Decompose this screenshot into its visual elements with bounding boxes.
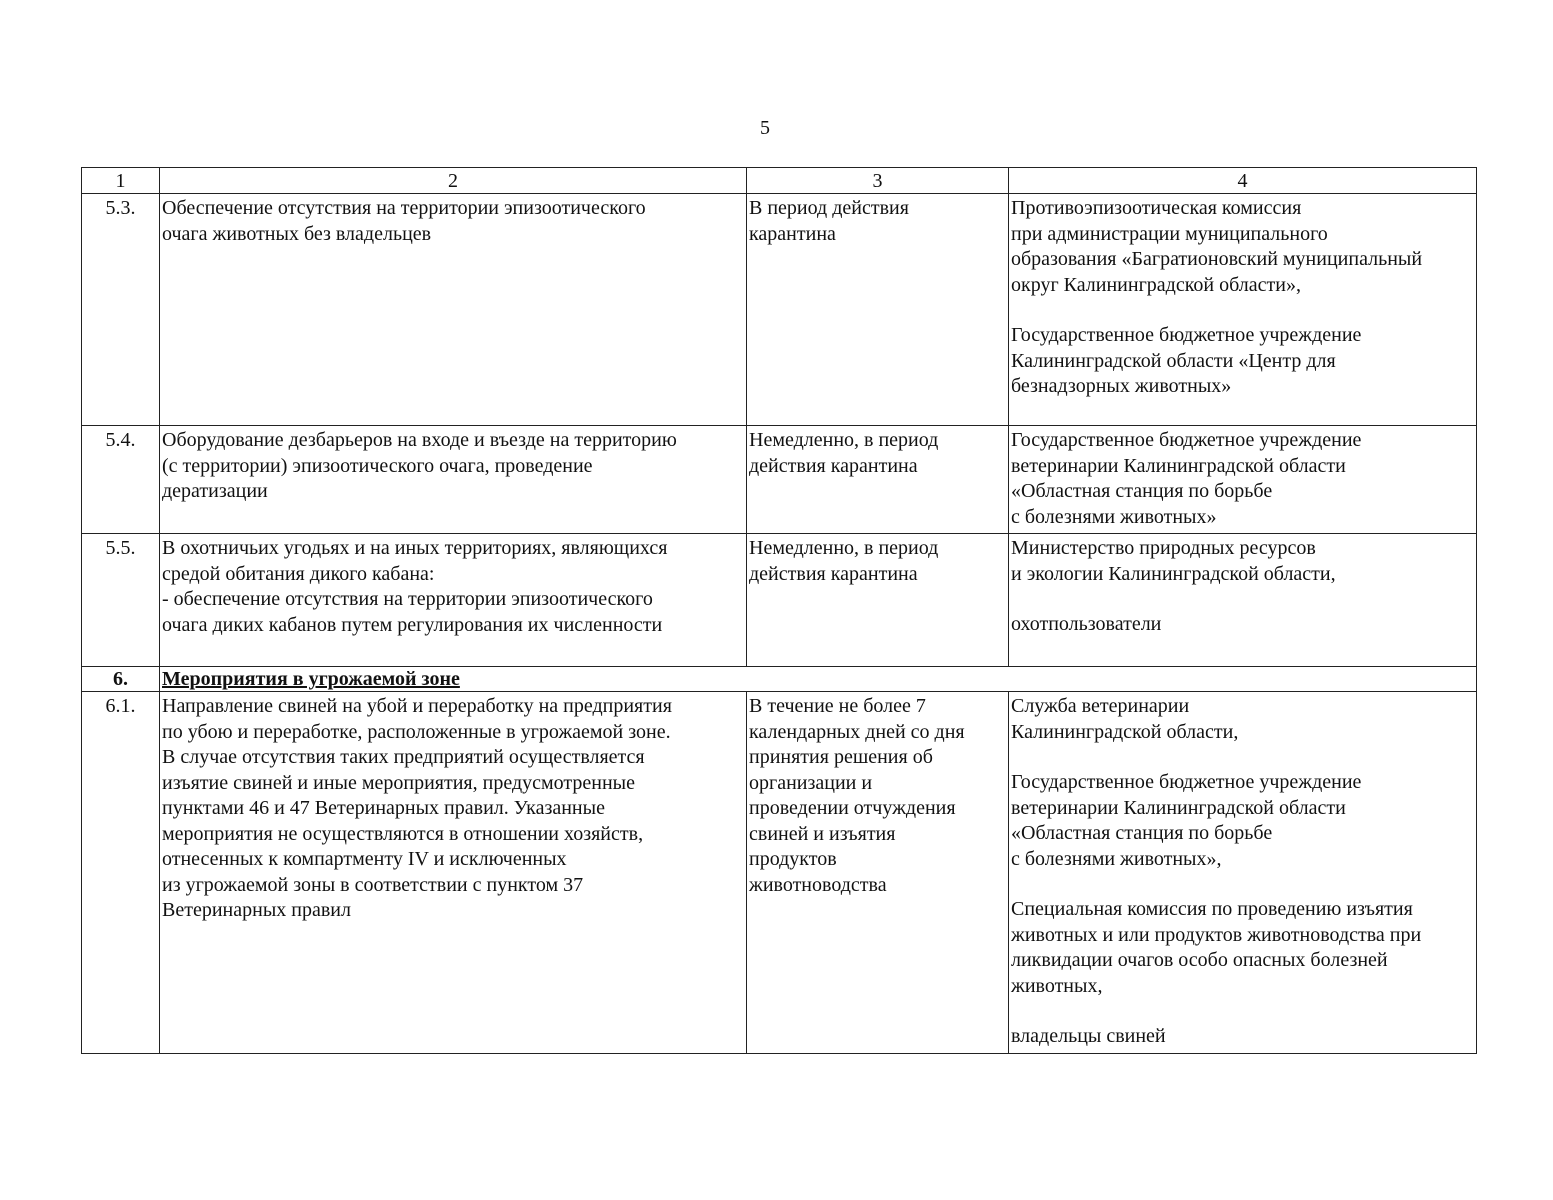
column-header: 1 xyxy=(82,168,160,194)
measure-text: Обеспечение отсутствия на территории эпизоотического очага животных без владельцев xyxy=(162,197,646,245)
table-row xyxy=(82,692,1477,1054)
section-title: Мероприятия в угрожаемой зоне xyxy=(162,668,460,690)
responsible-text: Государственное бюджетное учреждение ветеринарии Калининградской области «Областная станция по борьбе с болезнями животных», xyxy=(1011,771,1362,870)
measure-cell xyxy=(160,534,747,667)
term-cell xyxy=(747,534,1009,667)
row-number: 5.4. xyxy=(82,426,160,534)
measure-text: В охотничьих угодьях и на иных территориях, являющихся средой обитания дикого кабана: - обеспечение отсутствия на территории эпизоотического очага диких кабанов путем регулирования их численности xyxy=(162,537,668,636)
term-text: В течение не более 7 календарных дней со дня принятия решения об организации и проведении отчуждения свиней и изъятия продуктов животноводства xyxy=(749,695,965,896)
measure-cell xyxy=(160,194,747,426)
section-row xyxy=(82,667,1477,692)
measure-cell xyxy=(160,692,747,1054)
responsible-text: Специальная комиссия по проведению изъятия животных и или продуктов животноводства при ликвидации очагов особо опасных болезней животных, xyxy=(1011,898,1422,997)
column-header: 4 xyxy=(1009,168,1477,194)
measure-text: Оборудование дезбарьеров на входе и въезде на территорию (с территории) эпизоотического очага, проведение дератизации xyxy=(162,429,677,502)
responsible-text: Противоэпизоотическая комиссия при администрации муниципального образования «Багратионовский муниципальный округ Калининградской области», xyxy=(1011,197,1423,296)
responsible-text: охотпользователи xyxy=(1011,613,1162,635)
term-text: В период действия карантина xyxy=(749,197,909,245)
column-header: 3 xyxy=(747,168,1009,194)
responsible-cell xyxy=(1009,194,1477,426)
table-row xyxy=(82,194,1477,426)
row-number: 5.3. xyxy=(82,194,160,426)
responsible-text: Служба ветеринарии Калининградской области, xyxy=(1011,695,1239,743)
responsible-text: Министерство природных ресурсов и экологии Калининградской области, xyxy=(1011,537,1336,585)
row-number: 5.5. xyxy=(82,534,160,667)
table-row xyxy=(82,426,1477,534)
responsible-text: Государственное бюджетное учреждение Калининградской области «Центр для безнадзорных животных» xyxy=(1011,324,1362,397)
page-number: 5 xyxy=(760,117,770,139)
measures-table xyxy=(81,167,1477,1054)
table-header-row xyxy=(82,168,1477,194)
term-cell xyxy=(747,692,1009,1054)
term-cell xyxy=(747,426,1009,534)
row-number: 6.1. xyxy=(82,692,160,1054)
responsible-cell xyxy=(1009,426,1477,534)
responsible-cell xyxy=(1009,534,1477,667)
responsible-text: владельцы свиней xyxy=(1011,1025,1166,1047)
column-header: 2 xyxy=(160,168,747,194)
responsible-cell xyxy=(1009,692,1477,1054)
measure-cell xyxy=(160,426,747,534)
term-text: Немедленно, в период действия карантина xyxy=(749,537,939,585)
section-title-cell xyxy=(160,667,1477,692)
measure-text: Направление свиней на убой и переработку на предприятия по убою и переработке, расположенные в угрожаемой зоне. В случае отсутствия таких предприятий осуществляется изъятие свиней и иные мероприятия, предусмотренные пунктами 46 и 47 Ветеринарных правил. Указанные мероприятия не осуществляются в отношении хозяйств, отнесенных к компартменту IV и исключенных из угрожаемой зоны в соответствии с пунктом 37 Ветеринарных правил xyxy=(162,695,672,921)
table-row xyxy=(82,534,1477,667)
term-cell xyxy=(747,194,1009,426)
section-number: 6. xyxy=(82,667,160,692)
term-text: Немедленно, в период действия карантина xyxy=(749,429,939,477)
responsible-text: Государственное бюджетное учреждение ветеринарии Калининградской области «Областная станция по борьбе с болезнями животных» xyxy=(1011,429,1362,528)
